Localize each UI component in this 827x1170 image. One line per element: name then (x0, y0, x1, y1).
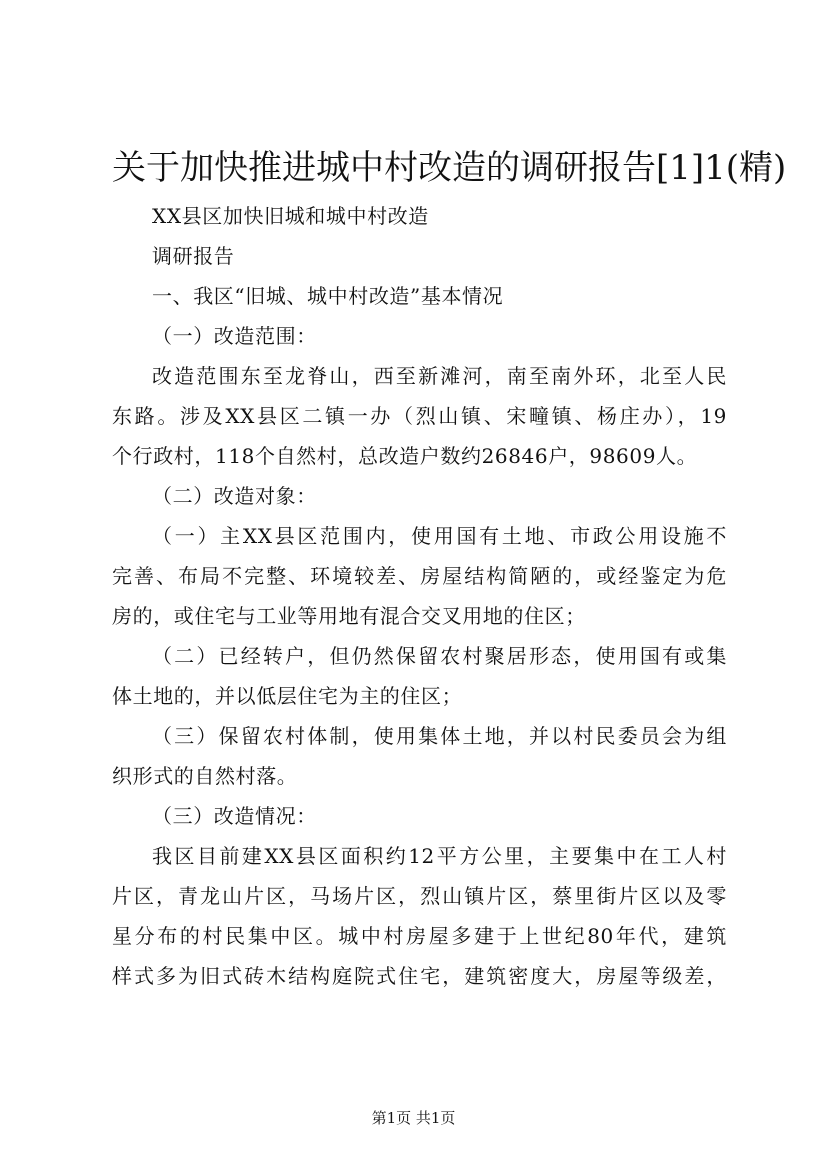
paragraph-line: 完善、布局不完整、环境较差、房屋结构简陋的，或经鉴定为危 (112, 564, 727, 588)
subsection-heading: （一）改造范围： (152, 324, 317, 348)
body-line-subtitle: XX县区加快旧城和城中村改造 (152, 204, 429, 228)
paragraph-line: 片区，青龙山片区，马场片区，烈山镇片区，蔡里街片区以及零 (112, 884, 727, 908)
subsection-heading: （二）改造对象： (152, 484, 317, 508)
document-title: 关于加快推进城中村改造的调研报告[1]1(精) (112, 148, 787, 188)
paragraph-line: 星分布的村民集中区。城中村房屋多建于上世纪80年代，建筑 (112, 924, 727, 948)
paragraph-line: （三）保留农村体制，使用集体土地，并以村民委员会为组 (152, 724, 727, 748)
paragraph-line: （二）已经转户，但仍然保留农村聚居形态，使用国有或集 (152, 644, 727, 668)
paragraph-line: （一）主XX县区范围内，使用国有土地、市政公用设施不 (152, 524, 727, 548)
paragraph-line: 体土地的，并以低层住宅为主的住区； (112, 684, 463, 708)
paragraph-line: 我区目前建XX县区面积约12平方公里，主要集中在工人村 (152, 844, 727, 868)
document-body (112, 196, 727, 996)
page-number-footer: 第1页 共1页 (371, 1109, 456, 1127)
section-heading: 一、我区“旧城、城中村改造”基本情况 (152, 284, 504, 308)
paragraph-line: 样式多为旧式砖木结构庭院式住宅，建筑密度大，房屋等级差， (112, 964, 727, 988)
paragraph-line: 改造范围东至龙脊山，西至新滩河，南至南外环，北至人民 (152, 364, 727, 388)
paragraph-line: 东路。涉及XX县区二镇一办（烈山镇、宋疃镇、杨庄办），19 (112, 404, 727, 428)
paragraph-line: 房的，或住宅与工业等用地有混合交叉用地的住区； (112, 604, 586, 628)
body-line-subtitle-2: 调研报告 (152, 244, 235, 268)
paragraph-line: 织形式的自然村落。 (112, 764, 298, 788)
subsection-heading: （三）改造情况： (152, 804, 317, 828)
paragraph-line: 个行政村，118个自然村，总改造户数约26846户，98609人。 (112, 444, 698, 468)
